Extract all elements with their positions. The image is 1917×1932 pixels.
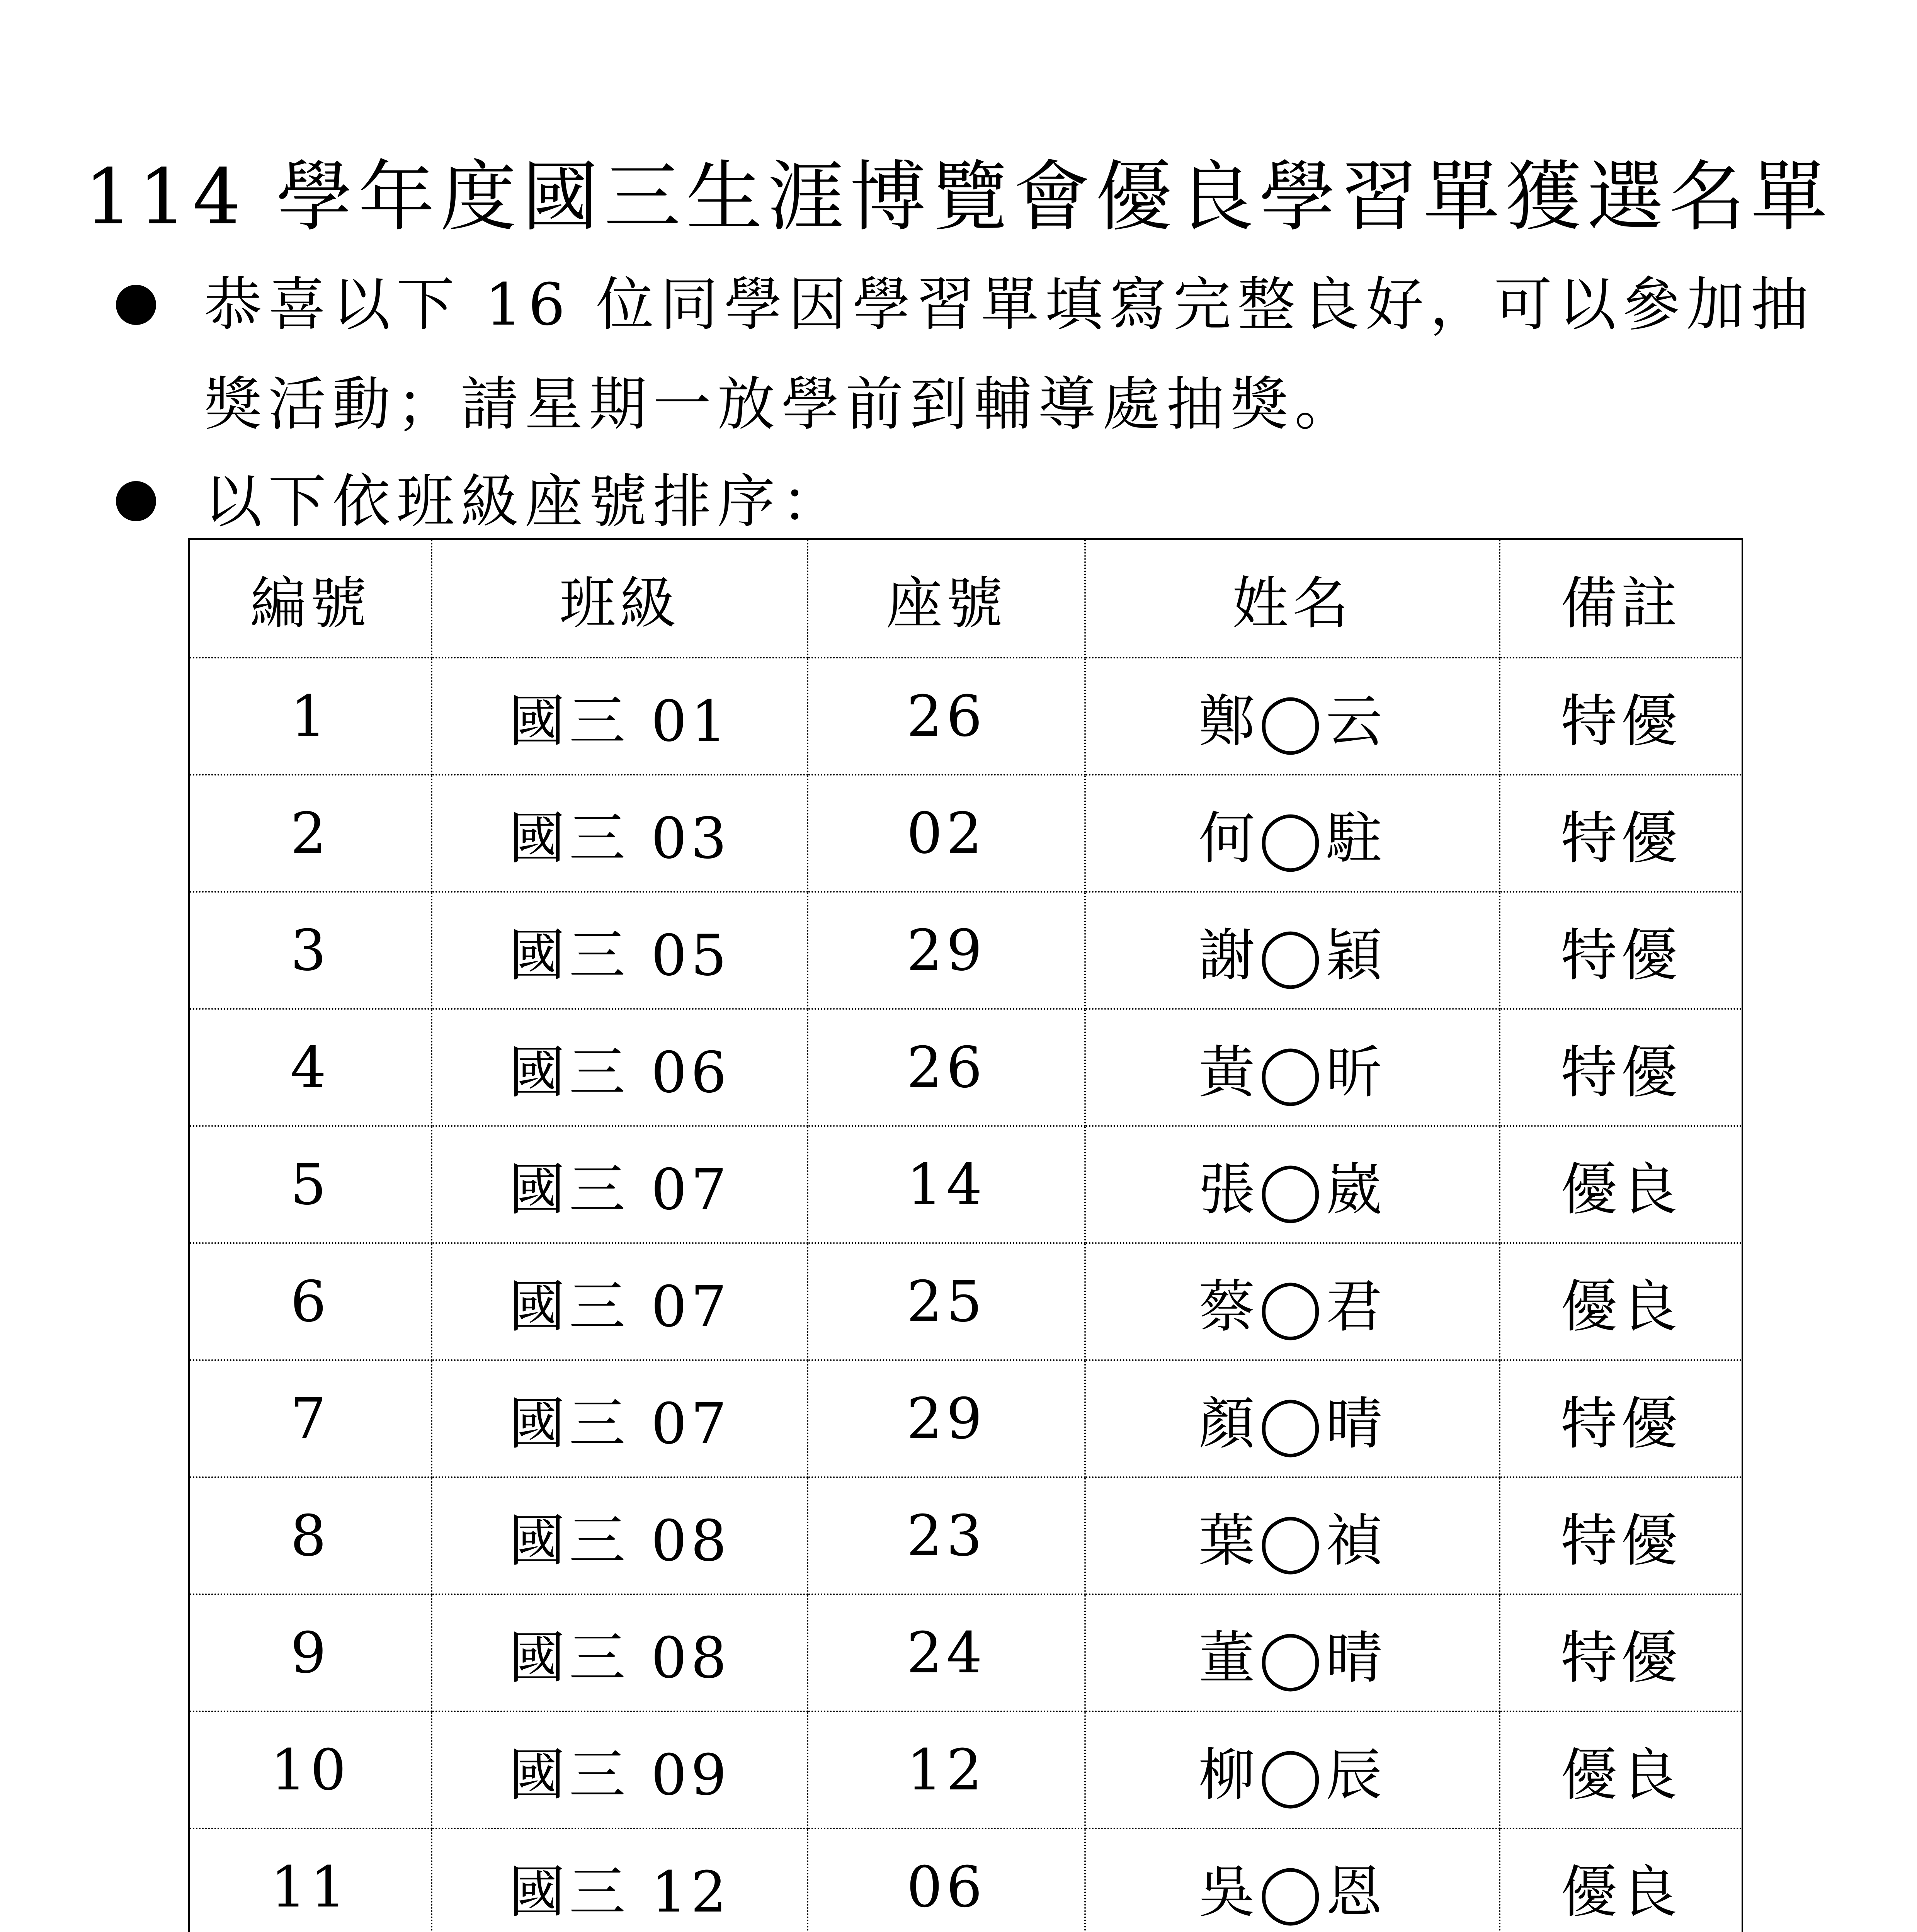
cell-class: 國三 08: [432, 1477, 808, 1594]
cell-remark: 特優: [1500, 1594, 1742, 1711]
header-name: 姓名: [1085, 539, 1500, 658]
cell-class: 國三 07: [432, 1243, 808, 1360]
cell-number: 8: [189, 1477, 432, 1594]
cell-class: 國三 07: [432, 1360, 808, 1477]
cell-number: 9: [189, 1594, 432, 1711]
cell-class: 國三 06: [432, 1009, 808, 1126]
cell-name: 蔡◯君: [1085, 1243, 1500, 1360]
cell-class: 國三 07: [432, 1126, 808, 1243]
header-number: 編號: [189, 539, 432, 658]
cell-name: 何◯駐: [1085, 775, 1500, 892]
table-body: [189, 658, 1742, 1932]
table-row: [189, 1828, 1742, 1932]
cell-remark: 優良: [1500, 1828, 1742, 1932]
bullet-dot-icon: [116, 481, 156, 521]
cell-seat: 25: [808, 1243, 1085, 1360]
cell-remark: 特優: [1500, 658, 1742, 775]
header-class: 班級: [432, 539, 808, 658]
winners-table: [188, 538, 1743, 1932]
cell-number: 7: [189, 1360, 432, 1477]
cell-number: 2: [189, 775, 432, 892]
cell-seat: 29: [808, 892, 1085, 1009]
cell-class: 國三 01: [432, 658, 808, 775]
cell-number: 1: [189, 658, 432, 775]
cell-remark: 優良: [1500, 1243, 1742, 1360]
cell-number: 4: [189, 1009, 432, 1126]
header-remark: 備註: [1500, 539, 1742, 658]
table-row: [189, 1360, 1742, 1477]
table-row: [189, 1243, 1742, 1360]
cell-name: 鄭◯云: [1085, 658, 1500, 775]
table-row: [189, 1009, 1742, 1126]
cell-class: 國三 05: [432, 892, 808, 1009]
announcement-line-1: 恭喜以下 16 位同學因學習單填寫完整良好，可以參加抽: [204, 271, 1815, 338]
cell-number: 3: [189, 892, 432, 1009]
table-row: [189, 1126, 1742, 1243]
cell-seat: 06: [808, 1828, 1085, 1932]
cell-seat: 23: [808, 1477, 1085, 1594]
cell-number: 11: [189, 1828, 432, 1932]
cell-name: 謝◯穎: [1085, 892, 1500, 1009]
bullet-dot-icon: [116, 285, 156, 325]
cell-name: 董◯晴: [1085, 1594, 1500, 1711]
cell-seat: 26: [808, 1009, 1085, 1126]
cell-remark: 特優: [1500, 775, 1742, 892]
table-row: [189, 892, 1742, 1009]
cell-class: 國三 03: [432, 775, 808, 892]
cell-number: 6: [189, 1243, 432, 1360]
page-title: 114 學年度國三生涯博覽會優良學習單獲選名單: [84, 152, 1833, 242]
cell-seat: 14: [808, 1126, 1085, 1243]
sort-note-text: 以下依班級座號排序：: [204, 468, 846, 536]
cell-seat: 26: [808, 658, 1085, 775]
cell-name: 黃◯昕: [1085, 1009, 1500, 1126]
cell-remark: 優良: [1500, 1126, 1742, 1243]
announcement-line-2: 獎活動；請星期一放學前到輔導處抽獎。: [204, 371, 1359, 438]
cell-seat: 24: [808, 1594, 1085, 1711]
cell-remark: 特優: [1500, 1477, 1742, 1594]
cell-remark: 優良: [1500, 1711, 1742, 1828]
cell-remark: 特優: [1500, 1360, 1742, 1477]
table-row: [189, 1711, 1742, 1828]
cell-name: 顏◯晴: [1085, 1360, 1500, 1477]
table-row: [189, 658, 1742, 775]
cell-name: 柳◯辰: [1085, 1711, 1500, 1828]
cell-class: 國三 08: [432, 1594, 808, 1711]
cell-number: 5: [189, 1126, 432, 1243]
cell-seat: 29: [808, 1360, 1085, 1477]
table-header-row: [189, 539, 1742, 658]
cell-number: 10: [189, 1711, 432, 1828]
header-seat: 座號: [808, 539, 1085, 658]
cell-seat: 12: [808, 1711, 1085, 1828]
cell-name: 張◯崴: [1085, 1126, 1500, 1243]
cell-remark: 特優: [1500, 892, 1742, 1009]
cell-class: 國三 09: [432, 1711, 808, 1828]
table-row: [189, 1477, 1742, 1594]
cell-name: 葉◯禎: [1085, 1477, 1500, 1594]
cell-name: 吳◯恩: [1085, 1828, 1500, 1932]
table-row: [189, 775, 1742, 892]
table-row: [189, 1594, 1742, 1711]
cell-remark: 特優: [1500, 1009, 1742, 1126]
cell-class: 國三 12: [432, 1828, 808, 1932]
cell-seat: 02: [808, 775, 1085, 892]
